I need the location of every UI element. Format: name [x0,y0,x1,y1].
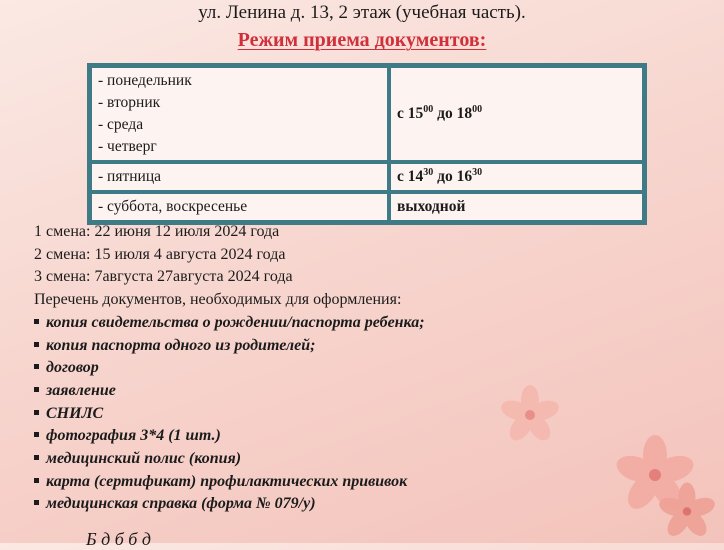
list-item [34,471,425,494]
document-label: договор [46,359,99,377]
document-label: СНИЛС [46,404,104,422]
documents-intro: Перечень документов, необходимых для оформления: [34,291,402,309]
day-label: - четверг [98,138,157,155]
day-label: - суббота, воскресенье [98,198,248,215]
bullet-icon [34,478,39,483]
address-line: ул. Ленина д. 13, 2 этаж (учебная часть). [198,2,526,23]
time-from: с 14 [397,168,424,186]
table-row [90,192,644,222]
page-title: Режим приема документов: [237,29,487,51]
bullet-icon [34,319,39,324]
time-from-minutes: 30 [423,167,434,179]
table-row [90,162,644,192]
bullet-icon [34,410,39,415]
flower-icon [495,380,565,450]
table-row [90,66,644,162]
bullet-icon [34,342,39,347]
day-label: - понедельник [98,72,192,89]
list-item [34,312,425,335]
schedule-table [87,63,647,225]
list-item [34,335,425,358]
list-item [34,380,425,403]
document-label: копия свидетельства о рождении/паспорта ребенка; [46,313,425,331]
time-to-minutes: 00 [472,104,483,116]
days-cell [90,192,389,222]
info-list [34,221,425,516]
document-label: медицинская справка (форма № 079/у) [46,495,316,513]
bullet-icon [34,500,39,505]
time-to-minutes: 30 [472,167,483,179]
shift-line: 3 смена: 7августа 27августа 2024 года [34,268,293,286]
list-item [34,448,425,471]
cut-off-footer-text: Б д б б д [86,529,151,549]
time-to: до 16 [433,168,473,186]
shift-line: 1 смена: 22 июня 12 июля 2024 года [34,223,280,240]
document-label: копия паспорта одного из родителей; [46,336,316,354]
flower-icon [650,480,724,543]
time-cell [389,66,644,162]
document-label: медицинский полис (копия) [46,450,242,468]
time-to: до 18 [433,105,473,123]
list-item [34,403,425,426]
document-label: фотография 3*4 (1 шт.) [46,427,221,445]
bullet-icon [34,364,39,369]
days-cell [90,162,389,192]
document-label: заявление [46,381,116,399]
day-label: - вторник [98,94,161,111]
bullet-icon [34,432,39,437]
list-item [34,425,425,448]
bullet-icon [34,387,39,392]
document-label: карта (сертификат) профилактических прививок [46,472,408,490]
time-cell [389,162,644,192]
day-label: - среда [98,116,144,133]
day-label: - пятница [98,168,161,185]
bullet-icon [34,455,39,460]
time-from: с 15 [397,105,424,123]
status-cell: выходной [389,192,644,222]
time-from-minutes: 00 [423,104,434,116]
list-item [34,357,425,380]
shift-line: 2 смена: 15 июля 4 августа 2024 года [34,245,286,263]
list-item [34,493,425,516]
days-cell [90,66,389,162]
